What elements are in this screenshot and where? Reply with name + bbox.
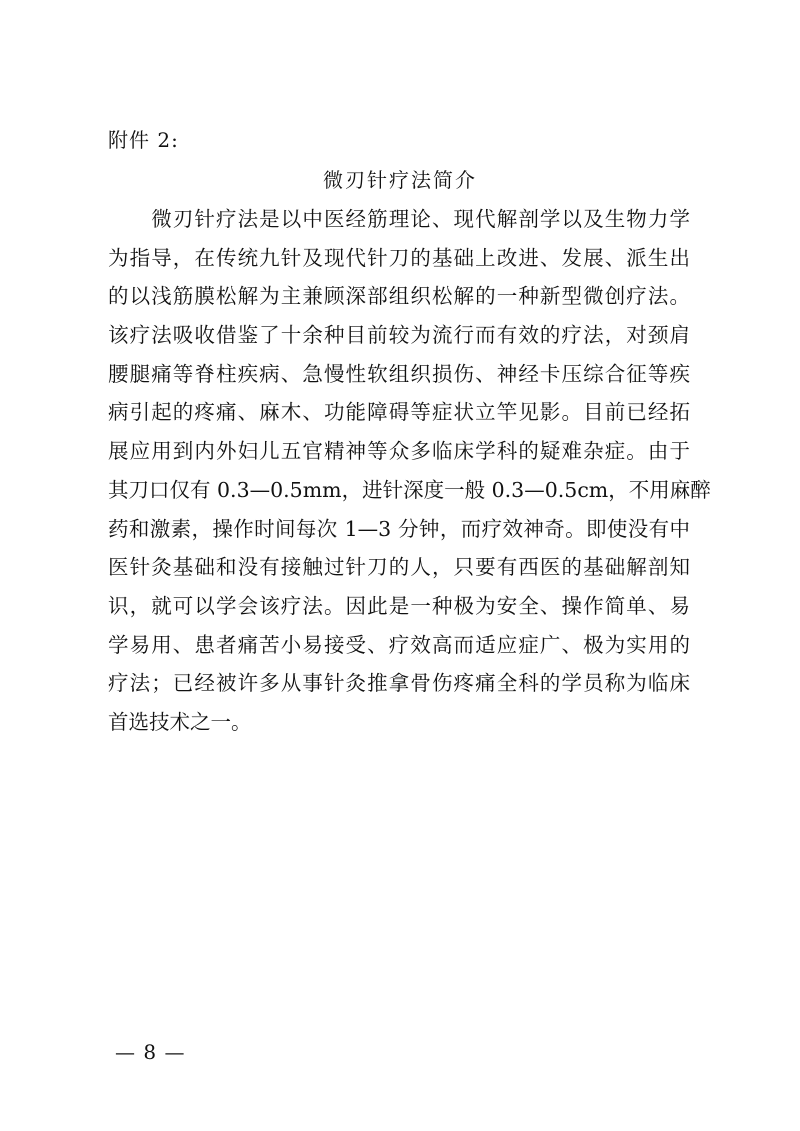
body-paragraph — [108, 200, 711, 742]
body-line: 为指导，在传统九针及现代针刀的基础上改进、发展、派生出 — [108, 245, 690, 270]
body-line: 识，就可以学会该疗法。因此是一种极为安全、操作简单、易 — [108, 593, 690, 618]
body-line: 医针灸基础和没有接触过针刀的人，只要有西医的基础解剖知 — [108, 555, 690, 580]
page-number: — 8 — — [115, 1040, 186, 1064]
body-line: 展应用到内外妇儿五官精神等众多临床学科的疑难杂症。由于 — [108, 439, 690, 464]
body-line: 腰腿痛等脊柱疾病、急慢性软组织损伤、神经卡压综合征等疾 — [108, 361, 690, 386]
document-title: 微刃针疗法简介 — [323, 168, 477, 192]
body-line: 学易用、患者痛苦小易接受、疗效高而适应症广、极为实用的 — [108, 632, 690, 657]
body-line: 该疗法吸收借鉴了十余种目前较为流行而有效的疗法，对颈肩 — [108, 323, 690, 348]
body-line: 微刃针疗法是以中医经筋理论、现代解剖学以及生物力学 — [108, 207, 690, 231]
body-line: 首选技术之一。 — [108, 709, 252, 734]
attachment-label: 附件 2: — [108, 128, 179, 152]
body-line: 疗法；已经被许多从事针灸推拿骨伤疼痛全科的学员称为临床 — [108, 671, 690, 696]
body-line: 其刀口仅有 0.3—0.5mm，进针深度一般 0.3—0.5cm，不用麻醉 — [108, 477, 711, 502]
body-line: 病引起的疼痛、麻木、功能障碍等症状立竿见影。目前已经拓 — [108, 400, 690, 425]
body-line: 的以浅筋膜松解为主兼顾深部组织松解的一种新型微创疗法。 — [108, 284, 690, 309]
body-line: 药和激素，操作时间每次 1—3 分钟，而疗效神奇。即使没有中 — [108, 516, 690, 541]
